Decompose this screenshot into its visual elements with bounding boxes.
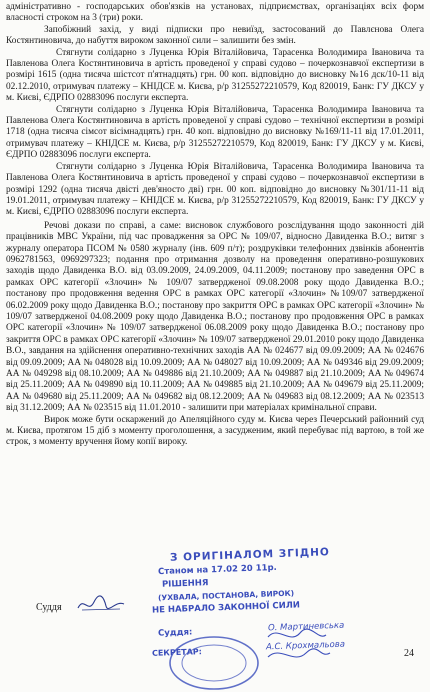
stamp-line-1: З ОРИГІНАЛОМ ЗГІДНО bbox=[169, 546, 331, 564]
document-body bbox=[6, 2, 424, 449]
judge-label: Суддя bbox=[36, 602, 62, 613]
paragraph-expertise-2: Стягнути солідарно з Луценка Юрія Віталійовича, Тарасенка Володимира Івановича та Павленова Олега Костянтиновича в артість проведеної у справі судово – технічної експертизи в розмірі 1718 (одна тисяча сімсот вісімнадцять) грн. 40 коп. відповідно до висновку №169/11-11 від 17.01.2011, отримувач платежу – КНІДСЕ м. Києва, р/р 31255272210579, Код 820019, Банк: ГУ ДКСУ у м. Києві, ЄДРПО 02883096 послуги експерта. bbox=[6, 104, 424, 161]
paragraph-expertise-3: Стягнути солідарно з Луценка Юрія Віталійовича, Тарасенка Володимира Івановича та Павленова Олега Костянтиновича в артість проведеної у справі судово – почеркознавчої експертизи в розмірі 1292 (одна тисяча двісті дев'яносто дві) грн. 00 коп. відповідно до висновку №301/11-11 від 19.01.2011, отримувач платежу – КНІДСЕ м. Києва, р/р 31255272210579, Код 820019, Банк: ГУ ДКСУ у м. Києві, ЄДРПО 02883096 послуги експерта. bbox=[6, 161, 424, 218]
paragraph-preventive-measure: Запобіжний захід, у виді підписки про невиїзд, застосований до Павлєнова Олега Костянтиновича, до набуття вироком законної сили – залишити без змін. bbox=[6, 24, 424, 47]
stamp-signature-name-2: А.С. Крохмальова bbox=[265, 639, 346, 653]
stamp-line-7: СЕКРЕТАР: bbox=[151, 647, 203, 658]
paragraph-evidence: Речові докази по справі, а саме: висновок службового розслідування щодо законності дій працівників МВС України, під час провадження за ОРС № 109/07, відносно Давиденка В.О.; витяг з журналу оператора ПСОМ № 0580 журналу (інв. 609 п/т); роздруківки телефонних дзвінків абонентів 0962781563, 0969297323; подання про отримання дозволу на проведення оперативно-розшукових заходів щодо Давиденка В.О. від 03.09.2009, 24.09.2009, 04.11.2009; постанову про заведення ОРС в рамках ОРС категорії «Злочин» № 109/07 затвердженої 09.08.2008 року щодо Давиденка В.О.; постанову про продовження ведення ОРС в рамках ОРС категорії «Злочин» №109/07 затвердженої 06.02.2009 року щодо Давиденка В.О.; постанову про закриття ОРС в рамках ОРС категорії «Злочин» № 109/07 затвердженої 04.08.2009 року щодо Давиденка В.О.; постанову про продовження ОРС в рамках ОРС категорії «Злочин» № 109/07 затвердженої 06.08.2009 року щодо Давиденка В.О.; постанову про закриття ОРС в рамках ОРС категорії «Злочин» № 109/07 затвердженої 29.01.2010 року щодо Давиденка В.О., завдання на здійснення оперативно-технічних заходів АА № 024677 від 09.09.2009; АА № 024676 від 09.09.2009; АА № 048028 від 10.09.2009; АА № 048027 від 10.09.2009; АА № 049346 від 29.09.2009; АА № 049298 від 08.10.2009; АА № 049886 від 21.10.2009; АА № 049887 від 21.10.2009; АА № 049674 від 25.11.2009; АА № 049890 від 10.11.2009; АА № 049885 від 21.10.2009; АА № 049679 від 25.11.2009; АА № 049680 від 25.11.2009; АА № 049682 від 08.12.2009; АА № 049683 від 08.12.2009; АА № 023513 від 31.12.2009; АА № 023515 від 11.01.2010 - залишити при матеріалах кримінальної справи. bbox=[6, 220, 424, 414]
stamp-line-3: РІШЕННЯ bbox=[161, 578, 209, 590]
stamp-line-6: Суддя: bbox=[157, 627, 193, 639]
stamp-signature-name-1: О. Мартиневська bbox=[267, 620, 345, 634]
stamp-line-2: Станом на 17.02 20 11р. bbox=[157, 562, 278, 578]
paragraph-appeal: Вирок може бути оскаржений до Апеляційного суду м. Києва через Печерський районний суд м. Києва, протягом 15 діб з моменту проголошення, а засудженим, який перебуває під вартою, в той же строк, з моменту вручення йому копії вироку. bbox=[6, 414, 424, 448]
paragraph-expertise-1: Стягнути солідарно з Луценка Юрія Віталійовича, Тарасенка Володимира Івановича та Павленова Олега Костянтиновича в артість проведеної у справі судово – почеркознавчої експертизи в розмірі 1615 (одна тисяча шістсот п'ятнадцять) грн. 00 коп. відповідно до висновку №16 дск/10-11 від 02.12.2010, отримувач платежу – КНІДСЕ м. Києва, р/р 31255272210579, Код 820019, Банк: ГУ ДКСУ у м. Києві, ЄДРПО 02883096 послуги експерта. bbox=[6, 47, 424, 104]
stamp-line-4: (УХВАЛА, ПОСТАНОВА, ВИРОК) bbox=[157, 588, 295, 603]
paragraph-continuation: адміністративно - господарських обов'язків на установах, підприємствах, організаціях всіх форм власності строком на 3 (три) роки. bbox=[6, 2, 424, 24]
stamp-line-5: НЕ НАБРАЛО ЗАКОННОЇ СИЛИ bbox=[151, 600, 301, 616]
certification-stamp bbox=[118, 545, 346, 690]
page-number: 24 bbox=[404, 648, 414, 659]
